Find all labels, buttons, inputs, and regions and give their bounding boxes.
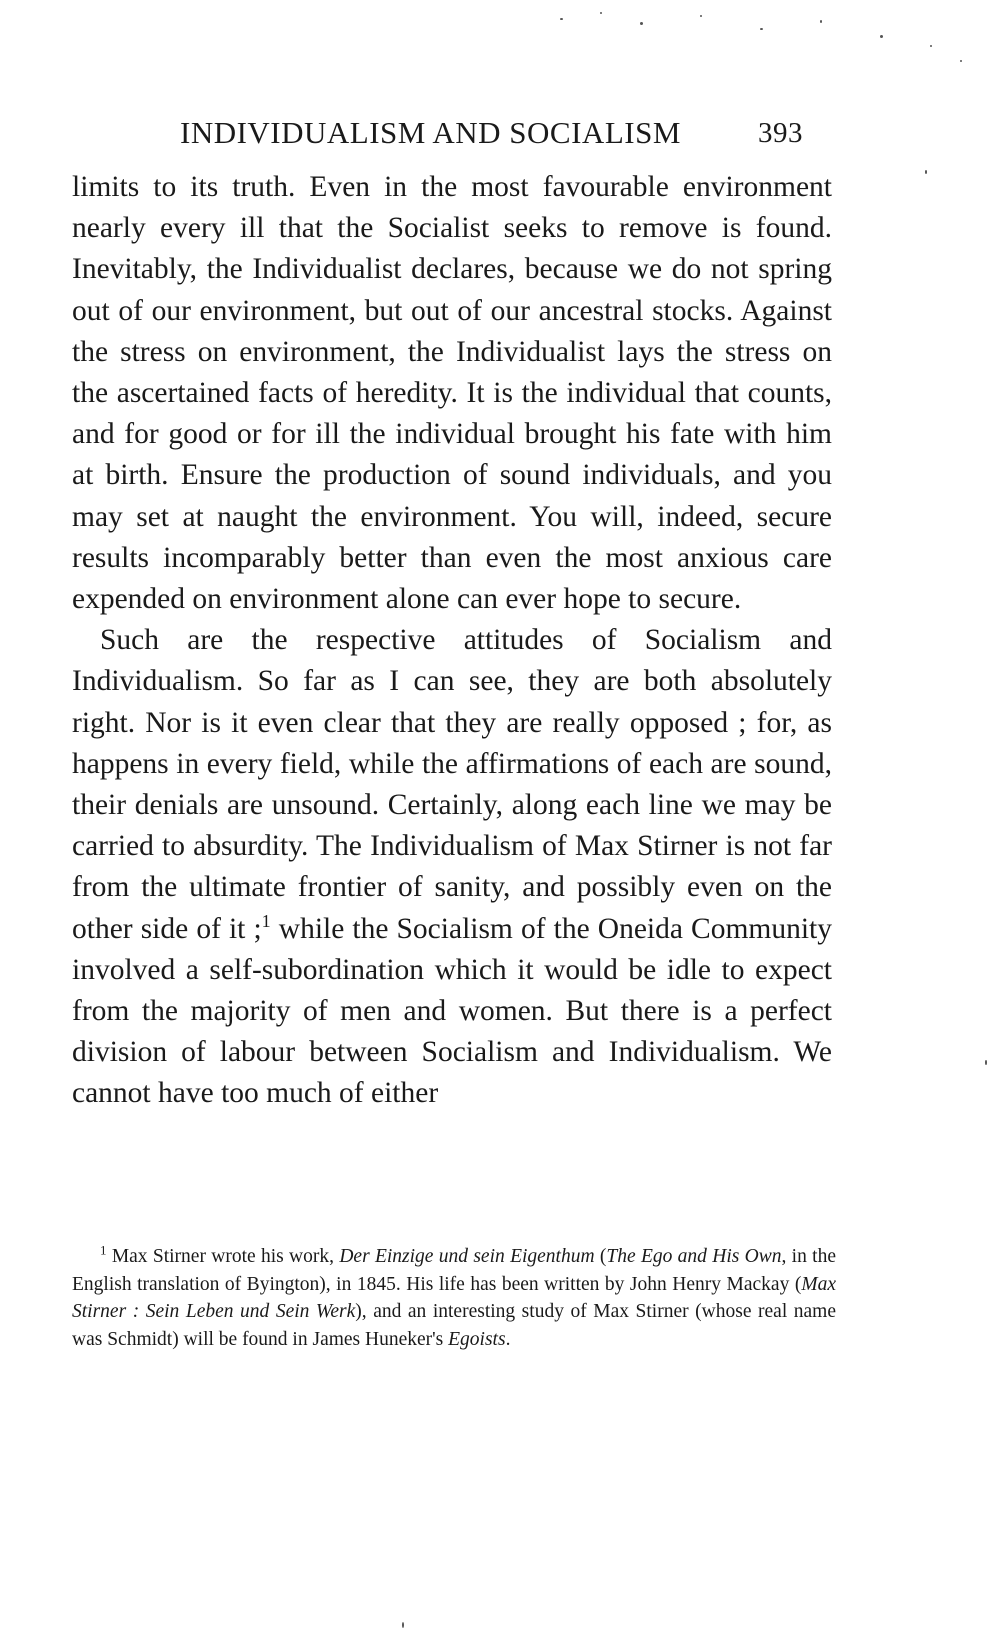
- scan-speck: [925, 170, 927, 174]
- footnote-segment: .: [505, 1328, 511, 1350]
- footnote-segment: Max Stirner wrote his work,: [106, 1246, 340, 1267]
- scan-speck: [640, 22, 643, 25]
- footnote-title-german: Der Einzige und sein Eigenthum: [339, 1246, 595, 1267]
- scan-speck: [560, 18, 563, 20]
- scan-speck: [402, 1622, 404, 1628]
- body-text: [72, 167, 832, 1115]
- scan-speck: [930, 45, 932, 47]
- footnote-mark: 1: [100, 1242, 107, 1258]
- footnote-segment: , in the English translation of Byington), in 1845. His life has been written by John Henry Mackay (: [72, 1246, 836, 1295]
- paragraph-continuation: limits to its truth. Even in the most favourable environment nearly every ill that the Socialist seeks to remove is found. Inevitably, the Individualist declares, because we do not spring out of our environment, but out of our ancestral stocks. Against the stress on environment, the Individualist lays the stress on the ascertained facts of heredity. It is the individual that counts, and for good or for ill the individual brought his fate with him at birth. Ensure the production of sound individuals, and you may set at naught the environment. You will, indeed, secure results incomparably better than even the most anxious care expended on environment alone can ever hope to secure.: [72, 171, 832, 616]
- paragraph-socialism-individualism: [72, 620, 832, 1114]
- footnote-title-biography: Max Stirner : Sein Leben und Sein Werk: [72, 1273, 836, 1322]
- scan-speck: [600, 12, 602, 14]
- running-header: [180, 115, 880, 155]
- scan-speck: [960, 60, 962, 62]
- footnote-segment: (: [594, 1246, 607, 1267]
- footnote-title-english: The Ego and His Own: [606, 1246, 782, 1267]
- paragraph-text-part-2: while the Socialism of the Oneida Community involved a self-subordination which it would be idle to expect from the majority of men and women. But there is a perfect division of labour between Socialism and Individualism. We cannot have too much of either: [72, 912, 833, 1110]
- footnote: [72, 1243, 836, 1353]
- paragraph-text-part-1: Such are the respective attitudes of Socialism and Individualism. So far as I can see, they are both absolutely right. Nor is it even clear that they are really opposed ; for, as happens in every field, while the affirmations of each are sound, their denials are unsound. Certainly, along each line we may be carried to absurdity. The Individualism of Max Stirner is not far from the ultimate frontier of sanity, and possibly even on the other side of it ;: [72, 624, 832, 945]
- footnote-text: [72, 1243, 836, 1353]
- scan-speck: [985, 1060, 987, 1065]
- footnote-title-egoists: Egoists: [448, 1328, 506, 1350]
- page-number: 393: [758, 117, 803, 149]
- running-title: INDIVIDUALISM AND SOCIALISM: [180, 115, 681, 150]
- footnote-reference[interactable]: 1: [261, 910, 271, 931]
- footnote-segment: ), and an interesting study of Max Stirner (whose real name was Schmidt) will be found in James Huneker's: [72, 1301, 836, 1350]
- scan-speck: [700, 15, 702, 17]
- scan-speck: [820, 20, 822, 23]
- scan-speck: [880, 35, 883, 38]
- scan-speck: [760, 28, 763, 30]
